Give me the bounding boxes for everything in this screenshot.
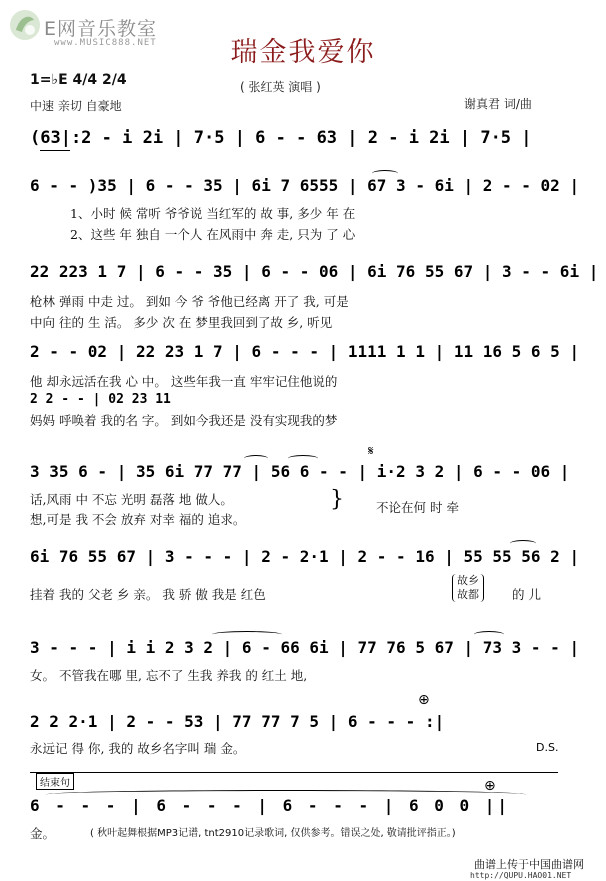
coda-symbol: ⊕ <box>418 692 430 708</box>
ending-notes: 6 - - - | 6 - - - | 6 - - - | 6 0 0 || <box>30 796 511 815</box>
staff-line-9-notes: 2 2 2·1 | 2 - - 53 | 77 77 7 5 | 6 - - - :| <box>30 712 445 731</box>
performer: ( 张红英 演唱 ) <box>240 80 321 94</box>
staff-line-7-lyric-2: 的 儿 <box>512 587 541 602</box>
staff-line-8-notes: 3 - - - | i i 2 3 2 | 6 - 66 6i | 77 76 5 67 | 73 3 - - | <box>30 638 580 657</box>
lyric-brace: } <box>330 487 344 512</box>
segno-symbol: 𝄋 <box>368 444 374 459</box>
lyric-variant-box <box>452 574 484 602</box>
ending-lyric: 金。 <box>30 826 56 841</box>
upload-source: 曲谱上传于中国曲谱网 <box>474 858 584 871</box>
staff-line-7-notes: 6i 76 55 67 | 3 - - - | 2 - 2·1 | 2 - - 16 | 55 55 56 2 | <box>30 547 580 566</box>
staff-line-7-lyric-1: 挂着 我的 父老 乡 亲。 我 骄 傲 我是 红色 <box>30 587 266 602</box>
song-title: 瑞金我爱你 <box>230 37 376 68</box>
staff-line-4-lyric-1: 他 却永远活在我 心 中。 这些年我一直 牢牢记住他说的 <box>30 374 338 389</box>
staff-line-3-notes: 22 223 1 7 | 6 - - 35 | 6 - - 06 | 6i 76 55 67 | 3 - - 6i | <box>30 262 599 281</box>
site-url: www.MUSIC888.NET <box>54 38 157 48</box>
composer-credit: 谢真君 词/曲 <box>464 97 532 111</box>
tempo-marking: 中速 亲切 自豪地 <box>30 99 122 113</box>
staff-line-2-lyric-2: 2、这些 年 独自 一个人 在风雨中 奔 走, 只为 了 心 <box>70 227 356 242</box>
staff-line-5-lyric-1: 妈妈 呼唤着 我的名 字。 到如今我还是 没有实现我的梦 <box>30 413 338 428</box>
upload-url: http://QUPU.HAO01.NET <box>470 871 572 880</box>
staff-line-6-notes: 3 35 6 - | 35 6i 77 77 | 56 6 - - | i·2 3 2 | 6 - - 06 | <box>30 462 570 481</box>
variant-2: 故都 <box>457 588 479 601</box>
staff-line-6-lyric-2: 想,可是 我 不会 放弃 对幸 福的 追求。 <box>30 512 246 527</box>
ending-label: 结束句 <box>36 773 74 790</box>
staff-line-6-lyric-1: 话,风雨 中 不忘 光明 磊落 地 做人。 <box>30 492 233 507</box>
variant-1: 故乡 <box>457 574 479 587</box>
staff-line-5-notes: 2 2 - - | 02 23 11 <box>30 392 171 407</box>
staff-line-6-side-lyric: 不论在何 时 牵 <box>376 500 459 515</box>
staff-line-2-notes: 6 - - )35 | 6 - - 35 | 6i 7 6555 | 67 3 - 6i | 2 - - 02 | <box>30 176 580 195</box>
staff-line-8-lyric-1: 女。 不管我在哪 里, 忘不了 生我 养我 的 红土 地, <box>30 668 308 683</box>
staff-line-4-notes: 2 - - 02 | 22 23 1 7 | 6 - - - | 1111 1 1 | 11 16 5 6 5 | <box>30 342 580 361</box>
staff-line-9-lyric-1: 永远记 得 你, 我的 故乡名字叫 瑞 金。 <box>30 741 246 756</box>
ending-coda-symbol: ⊕ <box>484 778 496 794</box>
key-signature: 1=♭E 4/4 2/4 <box>30 72 127 88</box>
site-name: E网音乐教室 <box>44 18 158 40</box>
staff-line-1-notes: (63|:2 - i 2i | 7·5 | 6 - - 63 | 2 - i 2i | 7·5 | <box>30 128 532 148</box>
transcription-credit: ( 秋叶起舞根据MP3记谱, tnt2910记录歌词, 仅供参考。错误之处, 敬请批评指正。) <box>90 828 456 839</box>
staff-line-2-lyric-1: 1、小时 候 常听 爷爷说 当红军的 故 事, 多少 年 在 <box>70 206 356 221</box>
ds-marking: D.S. <box>536 741 559 754</box>
staff-line-3-lyric-1: 枪林 弹雨 中走 过。 到如 今 爷 爷他已经离 开了 我, 可是 <box>30 294 349 309</box>
staff-line-3-lyric-2: 中向 往的 生 活。 多少 次 在 梦里我回到了故 乡, 听见 <box>30 315 333 330</box>
